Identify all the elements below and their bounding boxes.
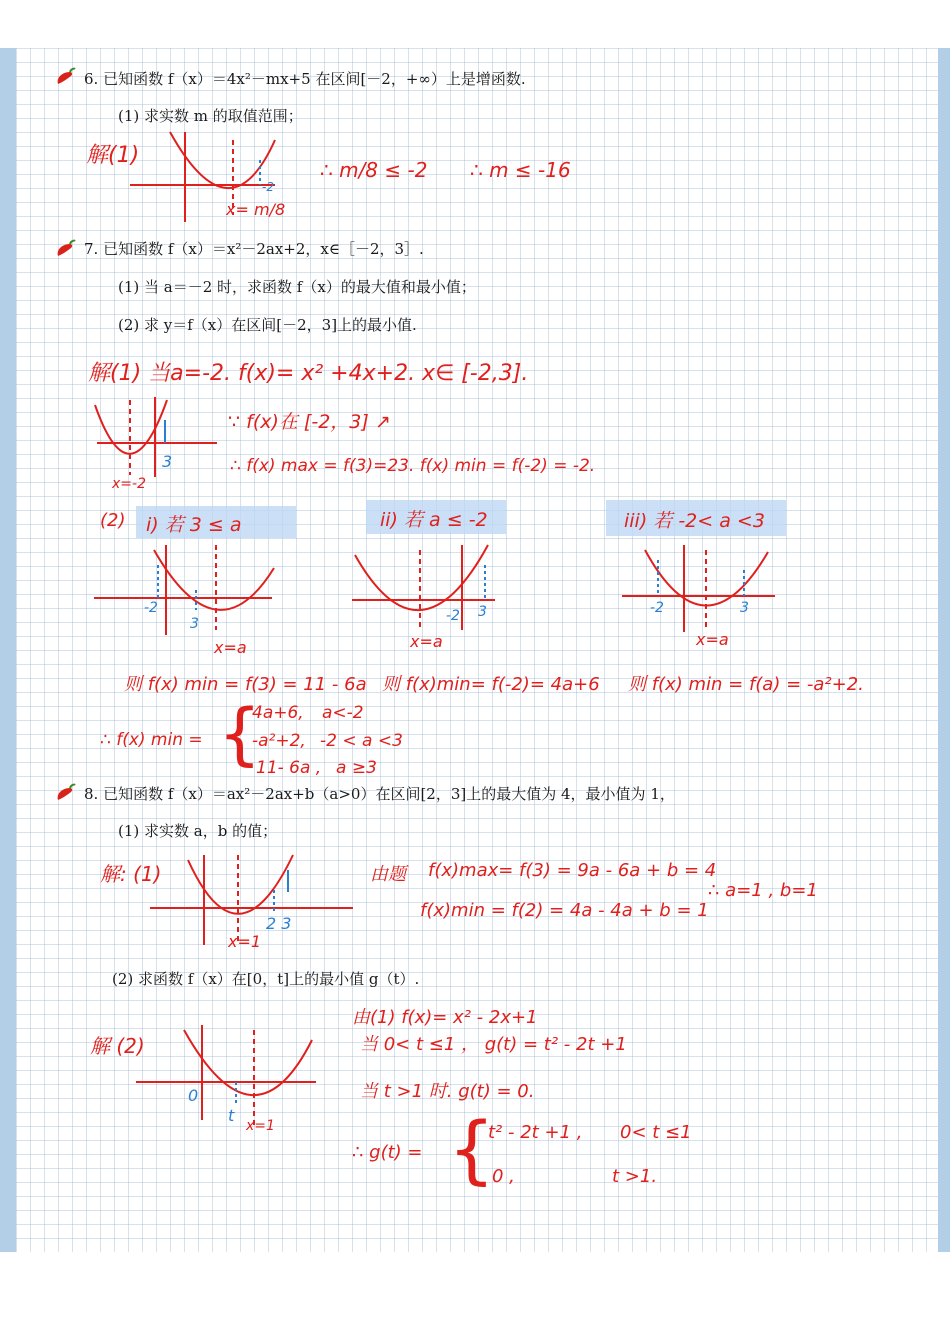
p8-cond-label: 由题	[370, 864, 406, 885]
pepper-icon	[54, 66, 76, 88]
p8-graph-axis: x=1	[228, 932, 262, 951]
case-3-title: iii) 若 -2< a <3	[624, 510, 765, 532]
problem-8-part1: (1) 求实数 a，b 的值；	[118, 822, 278, 840]
p7-graph-axis: x=-2	[112, 476, 146, 492]
p7-summary-row1-expr: 4a+6,	[252, 703, 304, 723]
case-2-graph	[350, 540, 500, 640]
problem-8-part2: (2) 求函数 f（x）在[0，t]上的最小值 g（t）.	[112, 970, 420, 988]
pepper-icon	[54, 782, 76, 804]
p8-s2-row2-cond: t >1.	[612, 1166, 658, 1187]
p8-solution2-label: 解 (2)	[90, 1034, 145, 1058]
p8-graph-axis2: x=1	[246, 1118, 275, 1134]
case-2-axis: x=a	[410, 632, 443, 651]
p8-s2-line2: 当 0< t ≤1 ， g(t) = t² - 2t +1	[360, 1034, 627, 1055]
p8-eq2: f(x)min = f(2) = 4a - 4a + b = 1	[420, 900, 709, 921]
p8-s2-line1: 由(1) f(x)= x² - 2x+1	[352, 1007, 538, 1028]
p8-graph-ticks: 2 3	[266, 914, 292, 933]
case-1-result: 则 f(x) min = f(3) = 11 - 6a	[124, 674, 367, 695]
case-3-axis: x=a	[696, 630, 729, 649]
p8-s2-row2-expr: 0 ,	[492, 1166, 515, 1187]
p7-summary-row1-cond: a<-2	[322, 703, 364, 723]
problem-7-stem: 7. 已知函数 f（x）＝x²－2ax+2，x∈［－2，3］.	[84, 240, 424, 258]
p8-eq1: f(x)max= f(3) = 9a - 6a + b = 4	[428, 860, 717, 881]
brace-icon: {	[448, 1107, 496, 1193]
p7-solution-line1: 解(1) 当a=-2. f(x)= x² +4x+2. x∈ [-2,3].	[88, 361, 529, 386]
p7-summary-row2-cond: -2 < a <3	[320, 731, 403, 751]
case-2-title: ii) 若 a ≤ -2	[380, 509, 488, 531]
p6-graph-minus-two: -2	[262, 180, 274, 194]
case-1-graph	[92, 540, 282, 640]
case-3-graph	[620, 540, 780, 640]
p8-graph-part2	[134, 1020, 319, 1130]
p7-monotonic: ∵ f(x)在 [-2，3] ↗	[228, 411, 391, 433]
p8-answer: ∴ a=1 , b=1	[708, 880, 818, 901]
p7-max-min: ∴ f(x) max = f(3)=23. f(x) min = f(-2) = -2.	[230, 456, 596, 476]
case-2-tick-3: 3	[478, 604, 487, 620]
p8-s2-summary-label: ∴ g(t) =	[352, 1142, 423, 1163]
p7-graph-three: 3	[162, 452, 173, 471]
p6-graph-axis-label: x= m/8	[226, 200, 286, 219]
case-1-tick-3: 3	[190, 616, 199, 632]
case-3-result: 则 f(x) min = f(a) = -a²+2.	[628, 674, 864, 695]
case-1-title: i) 若 3 ≤ a	[146, 514, 242, 536]
p7-summary-row3-expr: 11- 6a ,	[256, 758, 322, 778]
p8-s2-row1-expr: t² - 2t +1 ,	[488, 1122, 583, 1143]
p8-s2-line3: 当 t >1 时. g(t) = 0.	[360, 1081, 535, 1102]
p8-solution1-label: 解: (1)	[100, 862, 162, 886]
case-3-tick-neg2: -2	[650, 600, 664, 616]
case-1-axis: x=a	[214, 638, 247, 657]
p7-summary-row3-cond: a ≥3	[336, 758, 377, 778]
p6-step2: ∴ m ≤ -16	[470, 158, 571, 182]
case-1-tick-neg2: -2	[144, 600, 158, 616]
problem-6-stem: 6. 已知函数 f（x）＝4x²－mx+5 在区间[－2，+∞）上是增函数.	[84, 70, 526, 88]
pepper-icon	[54, 238, 76, 260]
right-margin-bar	[938, 48, 950, 1252]
case-2-tick-neg2: -2	[446, 608, 460, 624]
p6-step1: ∴ m/8 ≤ -2	[320, 158, 428, 182]
brace-icon: {	[218, 695, 262, 774]
p8-graph-zero: 0	[188, 1086, 199, 1105]
problem-6-part1: (1) 求实数 m 的取值范围；	[118, 107, 303, 125]
p8-graph-t: t	[228, 1106, 235, 1125]
problem-7-part2: (2) 求 y＝f（x）在区间[－2，3]上的最小值.	[118, 316, 417, 334]
p7-graph-part1	[92, 395, 222, 480]
p6-solution-label: 解(1)	[86, 143, 140, 168]
case-2-result: 则 f(x)min= f(-2)= 4a+6	[382, 674, 600, 695]
p8-s2-row1-cond: 0< t ≤1	[620, 1122, 692, 1143]
p7-summary-label: ∴ f(x) min =	[100, 730, 203, 750]
case-3-tick-3: 3	[740, 600, 749, 616]
problem-7-part1: (1) 当 a＝－2 时，求函数 f（x）的最大值和最小值；	[118, 278, 476, 296]
p7-summary-row2-expr: -a²+2,	[252, 731, 306, 751]
p7-part2-label: (2)	[100, 510, 126, 531]
left-margin-bar	[0, 48, 16, 1252]
problem-8-stem: 8. 已知函数 f（x）＝ax²－2ax+b（a>0）在区间[2，3]上的最大值为 4，最小值为 1，	[84, 785, 675, 803]
